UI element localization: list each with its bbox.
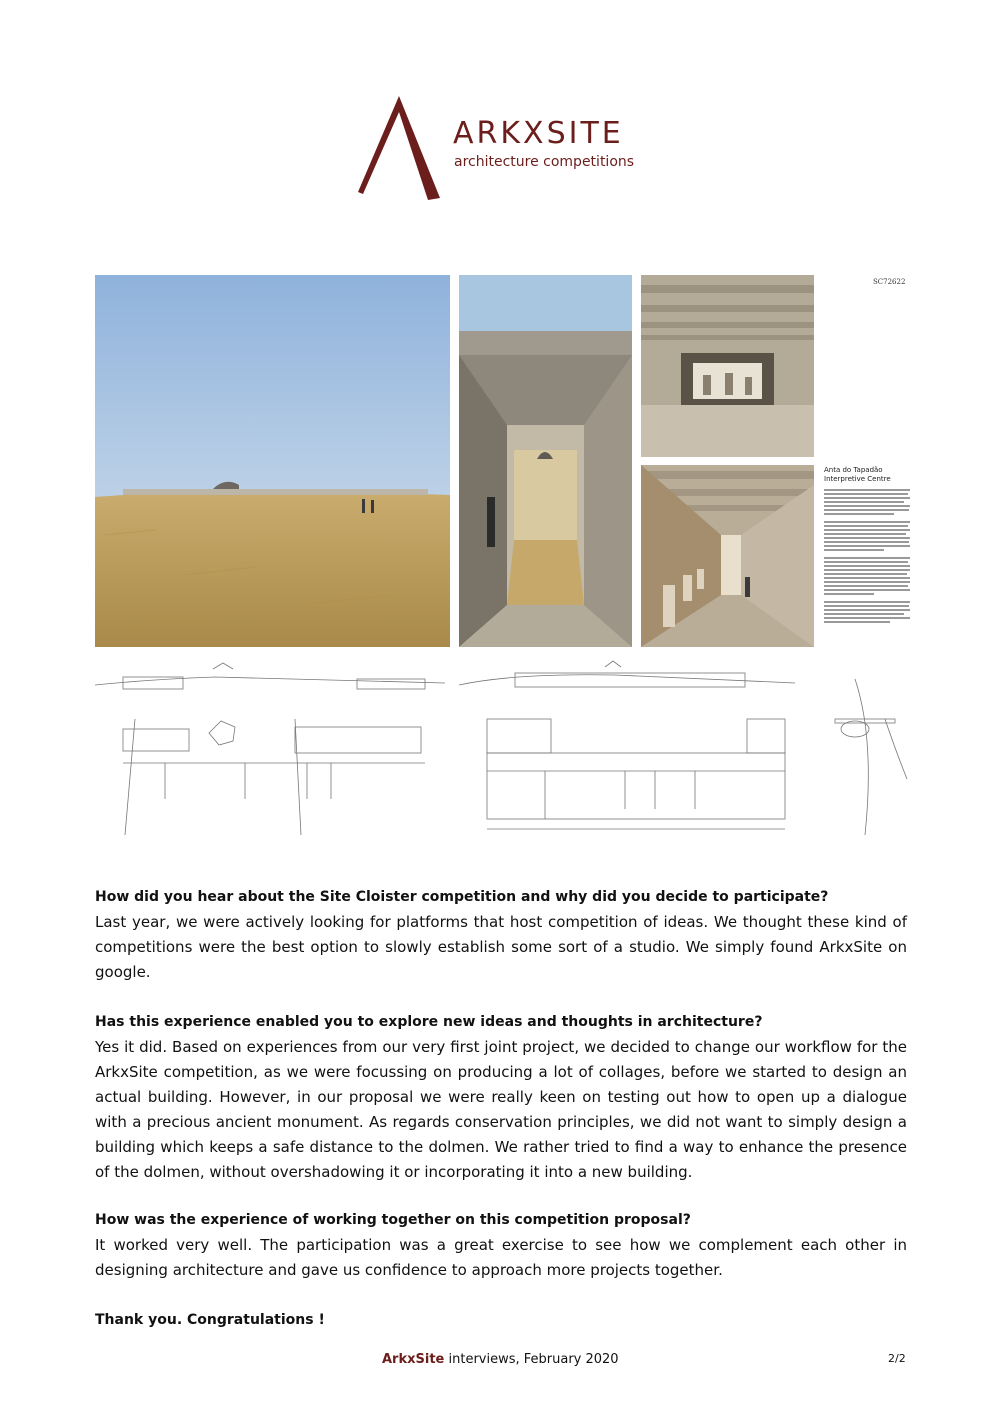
question-2: Has this experience enabled you to explore new ideas and thoughts in architecture? — [95, 1014, 763, 1030]
question-3: How was the experience of working together on this competition proposal? — [95, 1212, 691, 1228]
logo-title: ARKXSITE — [453, 116, 624, 151]
gallery-rendering — [641, 465, 814, 647]
question-1: How did you hear about the Site Cloister competition and why did you decide to participate? — [95, 889, 829, 905]
exhibition-hall-rendering — [641, 275, 814, 457]
closing-line — [95, 1308, 907, 1333]
architectural-drawings — [95, 659, 910, 835]
interview-section-3 — [95, 1208, 907, 1283]
footer-brand: ArkxSite — [382, 1352, 445, 1367]
competition-board — [95, 275, 910, 835]
answer-3: It worked very well. The participation was a great exercise to see how we complement each other in designing architecture and gave us confidence to approach more projects together. — [95, 1236, 907, 1279]
page-number: 2/2 — [888, 1352, 906, 1365]
logo-subtitle: architecture competitions — [454, 154, 635, 170]
interview-section-1 — [95, 885, 907, 985]
board-heading-line2: Interpretive Centre — [824, 475, 891, 483]
board-heading — [824, 466, 914, 484]
closing-text: Thank you. Congratulations ! — [95, 1312, 325, 1328]
footer-subtitle: interviews, February 2020 — [444, 1352, 619, 1367]
entrance-corridor-rendering — [459, 275, 632, 647]
arkxsite-logo — [358, 96, 658, 200]
landscape-rendering — [95, 275, 450, 647]
logo-mark-icon — [358, 96, 442, 200]
board-description-text — [824, 489, 910, 647]
answer-1: Last year, we were actively looking for platforms that host competition of ideas. We thought these kind of competitions were the best option to slowly establish some sort of a studio. We simply found ArkxSite on google. — [95, 913, 907, 981]
answer-2: Yes it did. Based on experiences from our very first joint project, we decided to change our workflow for the ArkxSite competition, as we were focussing on producing a lot of collages, before we started to design an actual building. However, in our proposal we were really keen on testing out how to open up a dialogue with a precious ancient monument. As regards conservation principles, we did not want to simply design a building which keeps a safe distance to the dolmen. We rather tried to find a way to enhance the presence of the dolmen, without overshadowing it or incorporating it into a new building. — [95, 1038, 907, 1181]
footer-title — [382, 1352, 619, 1367]
interview-section-2 — [95, 1010, 907, 1185]
board-heading-line1: Anta do Tapadão — [824, 466, 883, 474]
board-code: SC72622 — [873, 278, 906, 286]
